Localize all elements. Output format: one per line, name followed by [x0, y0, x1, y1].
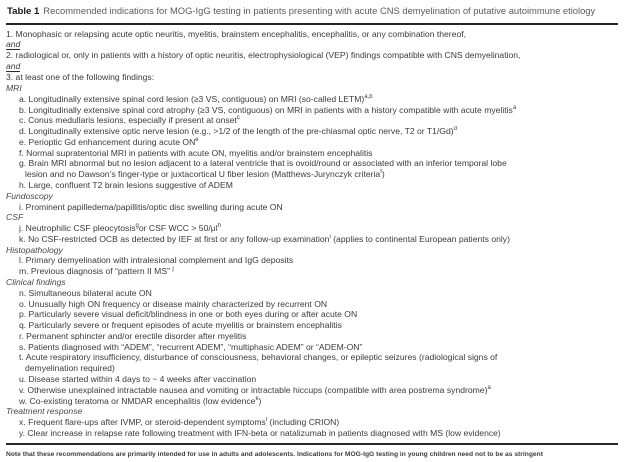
criterion-subitem: h. Large, confluent T2 brain lesions suggestive of ADEM — [19, 179, 233, 190]
criterion-subitem: t. Acute respiratory insufficiency, disturbance of consciousness, behavioral changes, or epileptic seizures (radiological signs of — [19, 352, 498, 363]
divider-bottom — [6, 443, 618, 445]
criterion-item: 3. at least one of the following findings: — [6, 72, 155, 83]
criterion-subitem: d. Longitudinally extensive optic nerve lesion (e.g., >1/2 of the length of the pre-chiasmal optic nerve, T2 or T1/Gd)$^d$ — [19, 126, 457, 137]
criteria-list — [0, 28, 624, 439]
criterion-subitem: s. Patients diagnosed with “ADEM”, “recurrent ADEM”, “multiphasic ADEM” or “ADEM-ON” — [19, 341, 363, 352]
criterion-subitem: i. Prominent papilledema/papillitis/optic disc swelling during acute ON — [19, 201, 283, 212]
criterion-subitem: c. Conus medullaris lesions, especially if present at onset$^c$ — [19, 115, 240, 126]
section-header: Fundoscopy — [6, 190, 53, 201]
section-header: Histopathology — [6, 244, 63, 255]
criterion-subitem: e. Perioptic Gd enhancement during acute $ON^e$ — [19, 136, 199, 147]
criterion-subitem: p. Particularly severe visual deficit/blindness in one or both eyes during or after acute ON — [19, 309, 358, 320]
criterion-subitem: m. Previous diagnosis of “pattern II MS” $^j$ — [19, 266, 174, 277]
criterion-subitem-continuation: lesion and no Dawson’s finger-type or juxtacortical U fiber lesion (Matthews-Jurynczyk criteria$^f$) — [25, 169, 385, 180]
criterion-subitem: w. Co-existing teratoma or NMDAR encephalitis (low evidence$^k$) — [19, 395, 262, 406]
criterion-subitem: n. Simultaneous bilateral acute ON — [19, 287, 152, 298]
criterion-subitem-continuation: demyelination required) — [25, 363, 115, 374]
criterion-subitem: b. Longitudinally extensive spinal cord atrophy (≥3 VS, contiguous) on MRI in patients with a history compatible with acute myelitis$^a$ — [19, 104, 517, 115]
criterion-subitem: o. Unusually high ON frequency or disease mainly characterized by recurrent ON — [19, 298, 328, 309]
divider-top — [6, 23, 618, 25]
criterion-subitem: k. No CSF-restricted OCB as detected by IEF at first or any follow-up examination$^i$ (applies to continental European patients only) — [19, 233, 510, 244]
criterion-subitem: f. Normal supratentorial MRI in patients with acute ON, myelitis and/or brainstem encephalitis — [19, 147, 373, 158]
criterion-subitem: l. Primary demyelination with intralesional complement and IgG deposits — [19, 255, 294, 266]
table-caption-text: Recommended indications for MOG-IgG testing in patients presenting with acute CNS demyelination of putative autoimmune etiology — [43, 5, 596, 16]
conjunction-and: and — [6, 39, 21, 50]
section-header: Clinical findings — [6, 277, 66, 287]
criterion-subitem: a. Longitudinally extensive spinal cord lesion (≥3 VS, contiguous) on MRI (so-called LETM)$^{a,b}$ — [19, 93, 373, 104]
criterion-subitem: v. Otherwise unexplained intractable nausea and vomiting or intractable hiccups (compatible with area postrema syndrome)$^a$ — [19, 384, 491, 395]
criterion-subitem: y. Clear increase in relapse rate following treatment with IFN-beta or natalizumab in patients diagnosed with MS (low evidence) — [19, 427, 501, 438]
table-number: Table 1 — [7, 6, 40, 17]
section-header: Treatment response — [6, 406, 83, 417]
table-caption — [0, 0, 624, 21]
section-header: CSF — [6, 212, 24, 223]
criterion-item: 1. Monophasic or relapsing acute optic neuritis, myelitis, brainstem encephalitis, encephalitis, or any combination thereof, — [6, 28, 467, 39]
section-header: MRI — [6, 82, 22, 93]
table-footnote: Note that these recommendations are primarily intended for use in adults and adolescents. Indications for MOG-IgG testing in young children need not to be as stringent — [6, 450, 543, 458]
criterion-subitem: x. Frequent flare-ups after IVMP, or steroid-dependent symptoms$^l$ (including CRION) — [19, 417, 340, 428]
criterion-item: 2. radiological or, only in patients with a history of optic neuritis, electrophysiological (VEP) findings compatible with CNS demyelination, — [6, 50, 521, 61]
criterion-subitem: u. Disease started within 4 days to ~ 4 weeks after vaccination — [19, 374, 257, 385]
criterion-subitem: j. Neutrophilic CSF pleocytosis$^g$or CSF WCC > $50/\mu l^h$ — [19, 223, 221, 234]
criterion-subitem: r. Permanent sphincter and/or erectile disorder after myelitis — [19, 330, 247, 341]
conjunction-and: and — [6, 61, 21, 72]
criterion-subitem: q. Particularly severe or frequent episodes of acute myelitis or brainstem encephalitis — [19, 320, 342, 331]
criterion-subitem: g. Brain MRI abnormal but no lesion adjacent to a lateral ventricle that is ovoid/round or associated with an inferior temporal lobe — [19, 158, 507, 169]
